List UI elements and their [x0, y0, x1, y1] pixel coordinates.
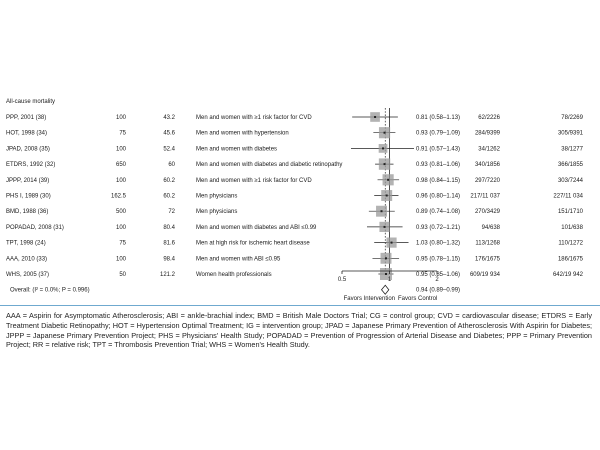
point-estimate: [374, 116, 376, 118]
direction-label-left: Favors Intervention: [343, 296, 395, 300]
study-dose: 75: [119, 130, 126, 137]
study-population: Men and women with diabetes: [196, 146, 278, 153]
study-age: 72: [168, 209, 175, 216]
study-row: [6, 162, 584, 168]
study-label: TPT, 1998 (24): [6, 240, 46, 247]
study-cg-events: 151/1710: [557, 209, 583, 216]
point-estimate: [384, 226, 386, 228]
study-age: 60.2: [163, 193, 175, 200]
study-cg-events: 303/7244: [557, 177, 583, 184]
x-tick-label: 0.5: [337, 277, 347, 283]
study-label: PPP, 2001 (38): [6, 115, 47, 121]
study-label: ETDRS, 1992 (32): [6, 162, 56, 169]
point-estimate: [385, 257, 387, 259]
study-label: JPAD, 2008 (35): [6, 146, 50, 153]
study-dose: 100: [115, 177, 126, 184]
section-label: All-cause mortality: [6, 99, 56, 105]
x-tick-label: 1: [387, 277, 392, 283]
study-age: 80.4: [163, 224, 175, 231]
study-rr-ci: 0.91 (0.57–1.43): [416, 146, 461, 153]
study-cg-events: 38/1277: [561, 146, 583, 153]
study-age: 60.2: [163, 177, 175, 184]
study-dose: 75: [119, 240, 126, 247]
study-label: PHS I, 1989 (30): [6, 193, 51, 200]
study-cg-events: 78/2269: [561, 115, 583, 121]
study-label: BMD, 1988 (36): [6, 209, 49, 216]
x-tick-label: 2: [435, 277, 439, 283]
direction-label-right: Favors Control: [398, 296, 438, 300]
study-cg-events: 110/1272: [558, 240, 583, 247]
point-estimate: [386, 195, 388, 197]
study-dose: 100: [115, 115, 126, 121]
study-row: [6, 115, 584, 121]
study-population: Men physicians: [196, 209, 238, 216]
study-age: 45.6: [163, 130, 175, 137]
study-row: [6, 178, 584, 184]
study-dose: 100: [115, 146, 126, 153]
study-ig-events: 217/11 037: [470, 193, 500, 200]
study-age: 60: [168, 162, 175, 169]
study-population: Women health professionals: [196, 272, 272, 278]
study-label: POPADAD, 2008 (31): [6, 224, 64, 231]
study-population: Men and women with ABI ≤0.95: [196, 256, 281, 263]
study-rr-ci: 0.95 (0.78–1.15): [416, 256, 461, 263]
study-label: JPPP, 2014 (39): [6, 177, 50, 184]
study-row: [6, 272, 584, 278]
study-rr-ci: 0.96 (0.80–1.14): [416, 193, 461, 200]
study-rr-ci: 1.03 (0.80–1.32): [416, 240, 461, 247]
study-rr-ci: 0.81 (0.58–1.13): [416, 115, 461, 121]
study-ig-events: 176/1675: [474, 256, 500, 263]
study-ig-events: 340/1856: [474, 162, 500, 169]
study-population: Men physicians: [196, 193, 238, 200]
footnote: AAA = Aspirin for Asymptomatic Atherosclerosis; ABI = ankle-brachial index; BMD = British Male Doctors Trial; CG = control group; CVD = cardiovascular disease; ETDRS = Early Treatment Diabetic Retinopathy; HOT = Hypertension Optimal Treatment; IG = intervention group; JPAD = Japanese Primary Prevention of Atherosclerosis With Aspirin for Diabetes; JPPP = Japanese Primary Prevention Project; PHS = Physicians' Health Study; POPADAD = Prevention of Progression of Arterial Disease and Diabetes; PPP = Primary Prevention Project; RR = relative risk; TPT = Thrombosis Prevention Trial; WHS = Women's Health Study.: [6, 311, 592, 350]
study-population: Men and women with ≥1 risk factor for CVD: [196, 115, 312, 121]
study-ig-events: 113/1268: [475, 240, 500, 247]
study-ig-events: 270/3429: [474, 209, 500, 216]
study-cg-events: 186/1675: [557, 256, 583, 263]
study-row: [6, 209, 584, 215]
study-cg-events: 305/9391: [557, 130, 583, 137]
study-age: 43.2: [163, 115, 175, 121]
point-estimate: [384, 163, 386, 165]
study-rr-ci: 0.98 (0.84–1.15): [416, 177, 461, 184]
study-rr-ci: 0.93 (0.72–1.21): [416, 224, 461, 231]
overall-label: Overall: (I² = 0.0%; P = 0.996): [10, 287, 90, 294]
study-row: [6, 131, 584, 137]
point-estimate: [384, 132, 386, 134]
point-estimate: [387, 179, 389, 181]
study-rows: [6, 115, 584, 294]
study-dose: 50: [119, 272, 126, 278]
point-estimate: [391, 242, 393, 244]
plot-area: [351, 108, 414, 294]
study-rr-ci: 0.93 (0.79–1.09): [416, 130, 461, 137]
footnote-divider: [0, 305, 600, 306]
study-label: AAA, 2010 (33): [6, 256, 48, 263]
study-rr-ci: 0.93 (0.81–1.06): [416, 162, 461, 169]
study-label: WHS, 2005 (37): [6, 272, 50, 278]
study-row: [6, 256, 584, 262]
study-cg-events: 642/19 942: [552, 272, 583, 278]
study-dose: 650: [115, 162, 126, 169]
study-ig-events: 297/7220: [474, 177, 500, 184]
overall-rr-ci: 0.94 (0.89–0.99): [416, 287, 461, 294]
study-age: 52.4: [163, 146, 175, 153]
study-row: [6, 225, 584, 231]
study-dose: 500: [115, 209, 126, 216]
point-estimate: [381, 210, 383, 212]
study-cg-events: 227/11 034: [553, 193, 583, 200]
study-row: [6, 194, 584, 200]
study-dose: 100: [115, 256, 126, 263]
study-cg-events: 101/638: [561, 224, 583, 231]
study-population: Men and women with diabetes and ABI ≤0.99: [196, 224, 317, 231]
study-cg-events: 366/1855: [557, 162, 583, 169]
study-population: Men and women with ≥1 risk factor for CVD: [196, 177, 312, 184]
study-rr-ci: 0.89 (0.74–1.08): [416, 209, 461, 216]
study-rr-ci: 0.95 (0.85–1.06): [416, 272, 461, 278]
study-dose: 100: [115, 224, 126, 231]
study-row: [6, 241, 584, 247]
study-ig-events: 94/638: [481, 224, 500, 231]
study-ig-events: 34/1262: [478, 146, 500, 153]
study-label: HOT, 1998 (34): [6, 130, 48, 137]
study-ig-events: 62/2226: [478, 115, 500, 121]
overall-diamond: [382, 285, 389, 294]
study-row: [6, 146, 584, 152]
study-population: Men and women with hypertension: [196, 130, 289, 137]
point-estimate: [385, 273, 387, 275]
study-population: Men at high risk for ischemic heart disease: [196, 240, 310, 247]
study-age: 98.4: [163, 256, 175, 263]
study-dose: 162.5: [110, 193, 126, 200]
study-ig-events: 284/9399: [474, 130, 500, 137]
study-ig-events: 609/19 934: [469, 272, 500, 278]
study-population: Men and women with diabetes and diabetic retinopathy: [196, 162, 343, 169]
study-age: 121.2: [159, 272, 175, 278]
study-age: 81.6: [163, 240, 175, 247]
point-estimate: [382, 147, 384, 149]
overall-row: [10, 288, 460, 294]
